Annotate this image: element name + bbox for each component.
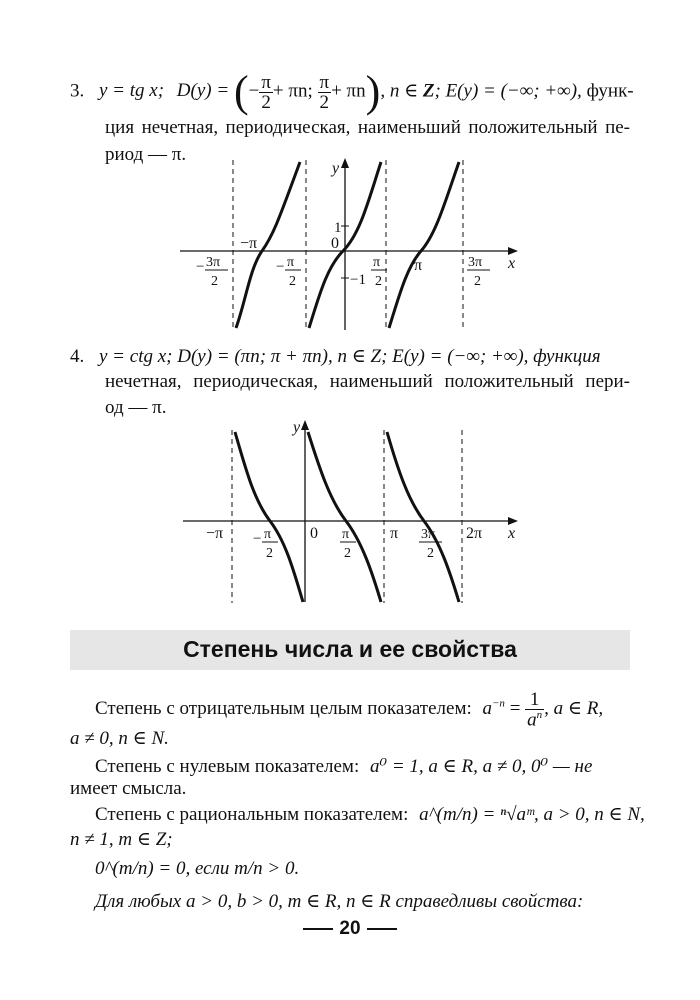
- item4-line3: од — π.: [105, 397, 167, 418]
- page-number-value: 20: [339, 918, 361, 939]
- minus-sign: −: [248, 80, 260, 102]
- neg-lead: Степень с отрицательным целым показателем:: [95, 698, 472, 720]
- neg-base: a: [482, 698, 492, 720]
- item4-line1: [70, 345, 601, 368]
- tick-pi2-num: π: [287, 255, 295, 270]
- item3-line3: риод — π.: [105, 144, 187, 165]
- origin: 0: [331, 235, 339, 252]
- item4-line2: нечетная, периодическая, наименьший положительный пери-: [105, 371, 630, 392]
- tick-den: 2: [211, 274, 218, 289]
- neg-tail: , a ∈ R,: [544, 698, 604, 720]
- rat-lead: Степень с рациональным показателем:: [95, 804, 409, 825]
- fraction-pi-2b: $\frac{\pi}{2}$: [319, 71, 330, 113]
- zero-formula: a⁰ = 1, a ∈ R, a ≠ 0, 0⁰ — не: [369, 756, 593, 777]
- one-over-an: $\frac{1}{a^n}$: [527, 689, 543, 731]
- item3-line1: [70, 67, 634, 116]
- range-text: ; E(y) = (−∞; +∞),: [434, 80, 582, 102]
- zero-lead: Степень с нулевым показателем:: [95, 756, 360, 777]
- tick-pi-4: π: [390, 525, 399, 542]
- zero-power-line: 0^(m/n) = 0, если m/n > 0.: [95, 858, 300, 879]
- eq-sign: =: [509, 698, 521, 720]
- paren-close: ): [365, 67, 381, 116]
- tick-3pi2-4: 3π: [421, 527, 436, 542]
- zero-exponent-line: [95, 755, 630, 778]
- minus-sign-4: −: [253, 531, 262, 547]
- tick-minus-pi: −π: [240, 235, 258, 252]
- neg-line2: a ≠ 0, n ∈ N.: [70, 728, 169, 749]
- tick-minus-pi-4: −π: [206, 525, 224, 542]
- tick-pi: π: [414, 257, 423, 274]
- section-title: Степень числа и ее свойства: [183, 636, 517, 662]
- pin-term: + πn;: [272, 80, 313, 102]
- tick-den-3: 2: [375, 274, 382, 289]
- fraction-pi-2: $\frac{\pi}{2}$: [261, 71, 271, 113]
- tick-minus-one: −1: [350, 272, 366, 288]
- x-axis-label-4: x: [508, 525, 516, 542]
- tick-den-4a: 2: [266, 546, 273, 561]
- y-axis-label-4: y: [293, 419, 301, 436]
- tick-den-2: 2: [289, 274, 296, 289]
- y-axis-label: y: [332, 160, 340, 177]
- n-in: , n ∈: [380, 80, 419, 102]
- item3-line2: ция нечетная, периодическая, наименьший положительный пе-: [105, 117, 630, 138]
- zero-line2: имеет смысла.: [70, 778, 187, 799]
- tick-pi2-pos-num: π: [373, 255, 381, 270]
- tan-graph: [175, 152, 525, 332]
- rational-exponent-line: [95, 803, 645, 826]
- z-set: Z: [422, 80, 435, 102]
- rat-line2: n ≠ 1, m ∈ Z;: [70, 829, 173, 850]
- tick-pi2-pos-4: π: [342, 527, 350, 542]
- page-number: [0, 918, 700, 940]
- cot-graph: [175, 415, 525, 605]
- minus-sign: −: [196, 259, 205, 275]
- tick-den-4: 2: [474, 274, 481, 289]
- cot-function: y = ctg x; D(y) = (πn; π + πn), n ∈ Z; E(y) = (−∞; +∞), функция: [99, 346, 601, 367]
- origin-4: 0: [310, 525, 318, 542]
- x-axis-label: x: [508, 255, 516, 272]
- neg-exp: −n: [492, 697, 505, 710]
- item-number-4: 4.: [70, 346, 85, 367]
- line-end: функ-: [586, 80, 634, 102]
- tick-pi2-num-4: π: [264, 527, 272, 542]
- item-number: 3.: [70, 80, 85, 102]
- tick-3pi-num: 3π: [206, 255, 221, 270]
- pin-term-end: + πn: [331, 80, 366, 102]
- domain-label: D(y) =: [176, 80, 230, 102]
- neg-exponent-line: [95, 690, 630, 729]
- tick-2pi-4: 2π: [466, 525, 483, 542]
- properties-line: Для любых a > 0, b > 0, m ∈ R, n ∈ R справедливы свойства:: [95, 891, 584, 912]
- rat-formula: a^(m/n) = ⁿ√aᵐ, a > 0, n ∈ N,: [419, 804, 645, 825]
- tick-den-4c: 2: [427, 546, 434, 561]
- tick-3pi2-num: 3π: [468, 255, 483, 270]
- minus-sign-2: −: [276, 259, 285, 275]
- tan-function: y = tg x;: [99, 80, 165, 102]
- tick-one: 1: [334, 220, 342, 236]
- paren-open: (: [233, 67, 249, 116]
- tick-den-4b: 2: [344, 546, 351, 561]
